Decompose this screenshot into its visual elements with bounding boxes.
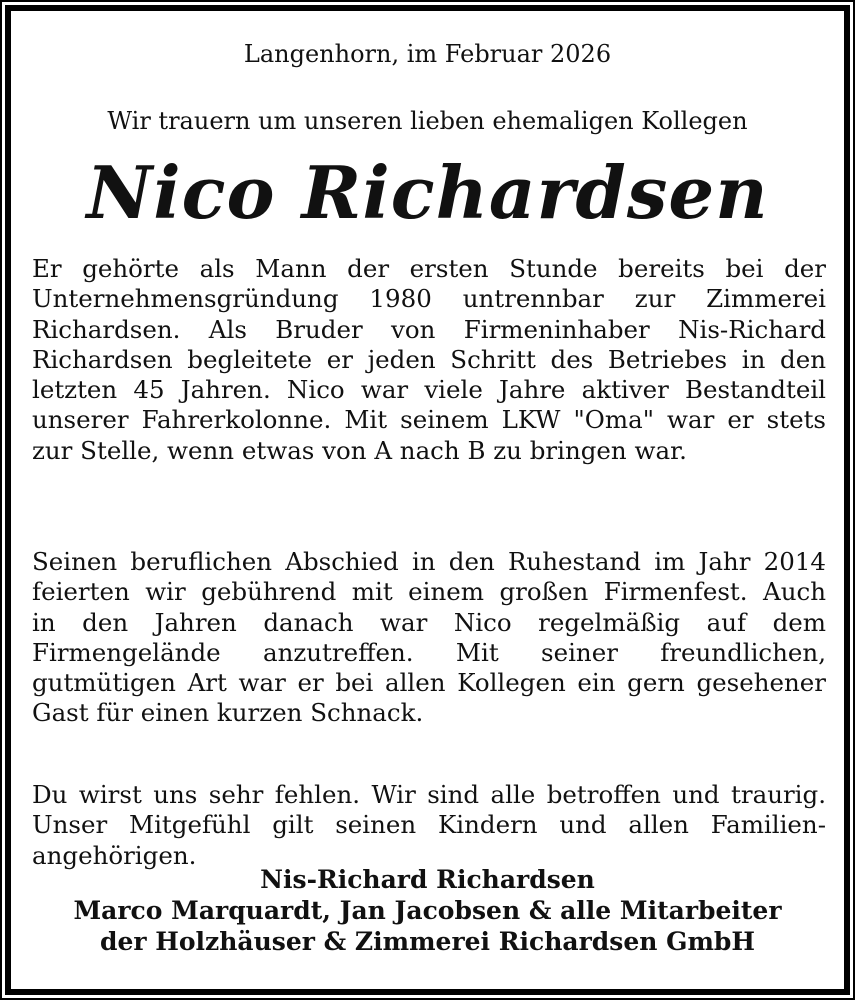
signature-line: Nis-Richard Richardsen bbox=[260, 865, 595, 894]
text-line: letzten 45 Jahren. Nico war viele Jahre aktiver Bestandteil bbox=[32, 375, 826, 405]
text-line: Er gehörte als Mann der ersten Stunde bereits bei der bbox=[32, 254, 826, 283]
paragraph-3 bbox=[32, 780, 826, 871]
signature-block bbox=[0, 864, 855, 957]
deceased-name: Nico Richardsen bbox=[86, 150, 769, 235]
text-line: Unser Mitgefühl gilt seinen Kindern und allen Familien- bbox=[32, 810, 826, 840]
text-line: Gast für einen kurzen Schnack. bbox=[32, 698, 424, 728]
text-line: Du wirst uns sehr fehlen. Wir sind alle betroffen und traurig. bbox=[32, 780, 826, 809]
text-line: zur Stelle, wenn etwas von A nach B zu bringen war. bbox=[32, 435, 687, 465]
text-line: unserer Fahrerkolonne. Mit seinem LKW "Oma" war er stets bbox=[32, 405, 826, 435]
signature-line: der Holzhäuser & Zimmerei Richardsen GmbH bbox=[99, 927, 756, 956]
signature-line: Marco Marquardt, Jan Jacobsen & alle Mitarbeiter bbox=[73, 896, 782, 925]
place-date: Langenhorn, im Februar 2026 bbox=[243, 40, 612, 68]
text-line: angehörigen. bbox=[32, 840, 197, 870]
text-line: gutmütigen Art war er bei allen Kollegen ein gern gesehener bbox=[32, 668, 826, 698]
text-line: Richardsen. Als Bruder von Firmeninhaber Nis-Richard bbox=[32, 314, 826, 344]
paragraph-2 bbox=[32, 547, 826, 729]
text-line: feierten wir gebührend mit einem großen Firmenfest. Auch bbox=[32, 577, 826, 607]
paragraph-1 bbox=[32, 254, 826, 466]
text-line: in den Jahren danach war Nico regelmäßig auf dem bbox=[32, 607, 826, 637]
text-line: Unternehmensgründung 1980 untrennbar zur Zimmerei bbox=[32, 284, 826, 314]
text-line: Richardsen begleitete er jeden Schritt des Betriebes in den bbox=[32, 344, 826, 374]
text-line: Firmengelände anzutreffen. Mit seiner freundlichen, bbox=[32, 637, 826, 667]
intro-text: Wir trauern um unseren lieben ehemaligen Kollegen bbox=[107, 107, 748, 135]
text-line: Seinen beruflichen Abschied in den Ruhestand im Jahr 2014 bbox=[32, 547, 826, 576]
